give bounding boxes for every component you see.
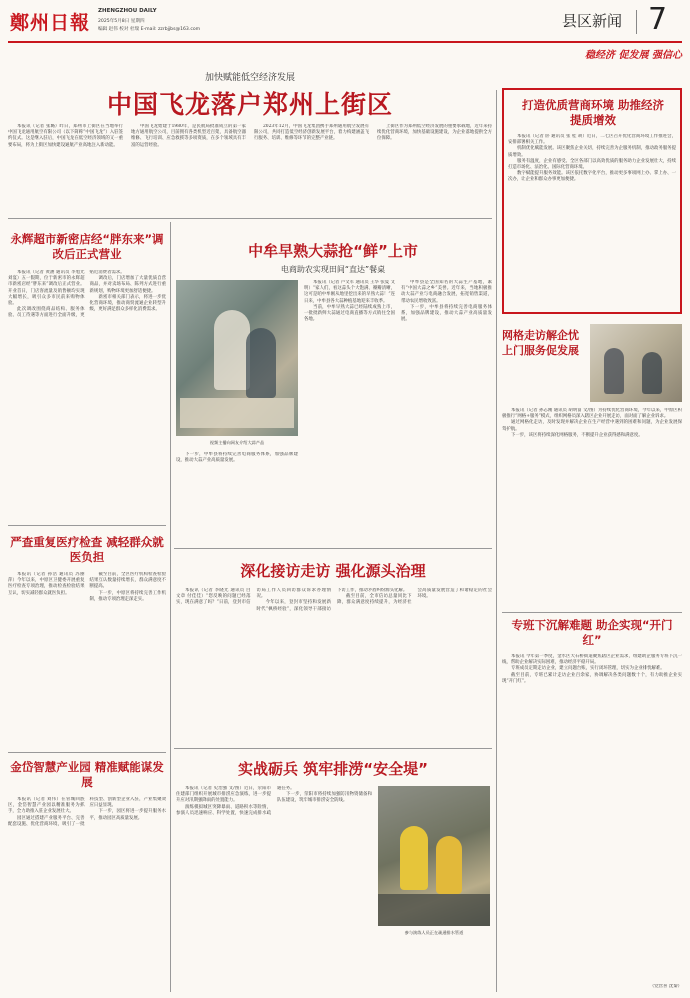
center-a2-headline: 深化接访走访 强化源头治理	[240, 562, 426, 580]
left-a1-paragraph: 此次调改围绕商品结构、服务体验、员工待遇等方面进行全面升级，更贴近消费者需求。	[8, 270, 125, 319]
section-divider	[636, 10, 637, 34]
slogan-banner: 稳经济 促发展 强信心	[585, 50, 682, 61]
right-a2-paragraph: 本报讯（记者 孙志刚 通讯员 胡明富 文/图）为持续优化营商环境，今年以来，中原区积极推行“网格+服务”模式，组织网格员深入辖区企业开展走访，面对面了解企业诉求。	[502, 408, 682, 420]
center-a1-body	[304, 280, 492, 540]
center-a3-body	[176, 786, 372, 986]
center-a1-body-lower	[176, 452, 298, 540]
masthead	[8, 4, 682, 40]
right-a3-paragraph: 专班成员定期走访企业，建立问题台账，实行闭环管理，切实为企业排忧解难。	[511, 666, 665, 672]
center-a1-headline: 中牟早熟大蒜抢“鲜”上市	[248, 242, 418, 260]
right-a2-paragraph: 下一步，该区将持续深化网格服务，不断提升企业获得感和满意度。	[511, 432, 643, 438]
right-a3-byline: （党营喜 沈秦）	[649, 984, 682, 989]
left-a3-headline: 金岱智慧产业园 精准赋能谋发展	[10, 760, 164, 789]
lead-kicker: 加快赋能低空经济发展	[204, 73, 295, 83]
lead-paragraph: 上街区作为郑州低空经济发展的重要承载地，近年来持续优化营商环境，加快基础设施建设，为企业落地提供全方位保障。	[377, 124, 492, 142]
left-a2-paragraph: 本报讯（记者 孙浩 通讯员 苏丽萍）今年以来，中原区卫健委开展重复医疗检查专项治理，推动检查检验结果互认，切实减轻群众就医负担。	[8, 572, 85, 596]
left-a1-body	[8, 270, 166, 515]
center-a3-paragraph: 下一步，荥阳市将持续加强防汛物资储备和队伍建设，筑牢城市排涝安全防线。	[277, 792, 372, 804]
lead-body	[8, 124, 492, 214]
right-a3-headline: 专班下沉解难题 助企实现“开门红”	[511, 618, 673, 647]
right-a1-paragraph: 服务有温度，企业有感受。全区各部门以高效优质的服务助力企业发展壮大，持续打造市场化、法治化、国际化营商环境。	[508, 158, 676, 171]
masthead-date: 2025年5月8日 星期四	[98, 19, 145, 24]
left-a2-body	[8, 572, 166, 740]
left-a3-paragraph: 下一步，园区将进一步提升服务水平，推动园区高质量发展。	[89, 809, 166, 821]
left-a2-headline: 严查重复医疗检查 减轻群众就医负担	[10, 535, 164, 564]
center-divider-1	[174, 548, 492, 549]
lead-paragraph: 本报讯（记者 张璐）昨日，郑州市上街区在当地举行中国飞龙通用航空有限公司（以下简称“中国飞龙”）入驻签约仪式。这是继入驻后，中国飞龙在低空经济领域的又一重要布局，将为上街区加快建设通航产业高地注入新动能。	[8, 124, 123, 148]
center-a1-paragraph: 当前，中牟早熟大蒜已经陆续成熟上市，一批批新鲜大蒜通过电商直播等方式销往全国各地。	[304, 304, 395, 323]
center-a3-paragraph: 本报讯（记者 史治强 文/图）近日，荥阳市住建部门组织开展城市排涝应急演练，进一步提升应对汛期强降雨的处置能力。	[176, 786, 271, 804]
right-a1-paragraph: 数字赋能提升服务效能。该区依托数字化平台，推动更多事项网上办、掌上办、一次办，让企业和群众办事更加便捷。	[508, 171, 676, 183]
right-a2-paragraph: 通过网格化走访，及时发现并解决企业在生产经营中遇到的困难和问题，为企业发展保驾护航。	[502, 420, 682, 432]
right-a2-photo	[590, 324, 682, 402]
center-a1-paragraph: 下一步，中牟县将持续完善电商服务体系，加强品牌建设，推动大蒜产业高质量发展。	[176, 452, 298, 464]
left-a2-paragraph: 截至目前，全区医疗机构检查检验结果互认数量持续增长，群众满意度不断提高。	[89, 572, 166, 590]
center-a2-paragraph: 本报讯（记者 李晓光 通讯员 白文章 付佳佳）“您反映的问题已经落实，现在满意了吗？”日前，登封市信访局工作人员回访群众诉求办理情况。	[176, 588, 331, 606]
center-a2-body	[176, 588, 492, 740]
photo-worker	[400, 826, 428, 890]
left-a1-paragraph: 本报讯（记者 黄涵 通讯员 李旭光 刘宴）五一假期，位于新密市的永辉超市新密店经“胖东来”调改后正式营业。开业首日，门店客流量及销售额均实现大幅增长，吸引众多市民前来购物体验。	[8, 270, 85, 307]
lead-headline: 中国飞龙落户郑州上街区	[106, 90, 393, 119]
masthead-latin-name: ZHENGZHOU DAILY	[98, 8, 157, 14]
lead-paragraph: 中国飞龙始建于1980年，是民航局批准成立的第一家地方通用航空公司，目前拥有各类机型近百架，具备航空器维修、飞行培训、应急救援等多项资质，在多个领域具有丰富的运营经验。	[131, 124, 246, 148]
center-a3-headline: 实战砺兵 筑牢排涝“安全堤”	[238, 760, 428, 778]
section-title: 县区新闻	[562, 12, 623, 30]
right-a1-paragraph: 本报讯（记者 卧 通讯员 张 桂 胡）近日，二七区召开优化营商环境工作推进会，安排部署相关工作。	[508, 134, 676, 146]
page-number: 7	[648, 2, 668, 37]
right-a1-headline: 打造优质营商环境 助推经济提质增效	[521, 98, 664, 127]
center-a2-paragraph: 今年以来，登封市坚持和发展新时代“枫桥经验”，深化领导干部接访下访工作，推动矛盾纠纷源头化解。	[256, 588, 408, 612]
lead-paragraph: 2023年12月，中国飞龙集团携手郑州通用航空发展有限公司，共同打造低空经济创新发展平台，着力构建涵盖飞行服务、培训、维修等环节的完整产业链。	[254, 124, 369, 142]
photo-worker	[436, 836, 462, 894]
left-a3-paragraph: 园区通过搭建产业服务平台、完善配套设施、优化营商环境，吸引了一批科技型、创新型企业入驻，产业集聚效应日益显现。	[8, 797, 166, 827]
center-divider-2	[174, 748, 492, 749]
left-a1-paragraph: 调改后，门店增加了大量优质自营商品，并对卖场布局、陈列方式进行重新规划，购物环境更加舒适便捷。	[89, 276, 166, 294]
right-a2-body	[502, 408, 682, 604]
left-a2-paragraph: 下一步，中原区将持续完善工作机制，推动专项治理走深走实。	[89, 590, 166, 602]
center-a1-paragraph: 本报讯（记者 卢文军 通讯员 王华 张夏 文明）“家人们，看这蒜头个大饱满、瓣瓣清晰，这可是咱中牟刚从地里挖出来的早熟大蒜！”连日来，中牟县各大蒜种植基地迎来丰收季。	[304, 280, 395, 304]
masthead-logo: 鄭州日報	[10, 12, 91, 34]
left-divider-1	[8, 525, 166, 526]
center-a3-paragraph: 演练模拟城区突降暴雨、道路积水等险情，参演人员迅速响应、科学处置，快速完成排水疏通任务。	[176, 786, 295, 816]
center-a3-caption: 参与演练人员正在疏通排水管道	[404, 930, 464, 935]
photo-figure	[604, 348, 624, 394]
right-divider-1	[502, 612, 682, 613]
center-a1-caption: 视频主播向网友介绍大蒜产品	[209, 440, 265, 445]
right-a2-headline: 网格走访解企忧 上门服务促发展	[502, 329, 579, 357]
left-a3-body	[8, 797, 166, 987]
masthead-rule	[8, 41, 682, 43]
left-column-rule	[170, 222, 171, 992]
center-a1-paragraph: 中牟县是全国知名的大蒜生产基地，素有“中国大蒜之乡”美誉。近年来，当地积极推动大蒜产业与电商融合发展，拓宽销售渠道，带动农民增收致富。	[401, 280, 492, 304]
center-column-rule	[496, 90, 497, 992]
photo-table	[180, 398, 294, 428]
left-a3-paragraph: 本报讯（记者 刘伟）在管城回族区，金岱智慧产业园以精准服务为抓手，全力助推入驻企业发展壮大。	[8, 797, 85, 815]
masthead-editor: 编辑 赵伟 校对 杜瑞 E-mail: zzrbjjbs@163.com	[98, 27, 201, 32]
center-a3-photo	[378, 786, 490, 926]
right-a3-body	[502, 654, 682, 974]
left-a1-headline: 永辉超市新密店经“胖东来”调改后正式营业	[10, 232, 164, 261]
photo-figure	[214, 310, 250, 390]
photo-road	[378, 894, 490, 926]
lead-divider	[8, 218, 492, 219]
right-a3-paragraph: 本报讯 今年第一季度，金水区大石桥街道聚焦辖区企业需求，组建助企服务专班下沉一线，帮助企业解决实际困难，推动经济平稳开局。	[502, 654, 682, 666]
photo-figure	[246, 328, 276, 398]
right-a1-paragraph: 机制优化赋能发展。该区聚焦企业关切，持续完善为企服务机制，推动政务服务提质增效。	[508, 146, 676, 158]
photo-figure	[642, 352, 662, 394]
center-a1-paragraph: 下一步，中牟县将持续完善电商服务体系，加强品牌建设，推动大蒜产业高质量发展。	[401, 304, 492, 323]
left-divider-2	[8, 752, 166, 753]
right-a1-body	[508, 134, 676, 308]
center-a2-paragraph: 截至目前，全市信访总量同比下降，群众满意度持续提升，为经济社会高质量发展营造了和谐稳定的社会环境。	[337, 588, 492, 606]
center-a1-photo	[176, 280, 298, 436]
right-a3-paragraph: 截至目前，专班已累计走访企业百余家，协调解决各类问题数十个，有力助推企业实现“开门红”。	[502, 672, 682, 684]
center-a1-kicker: 电商助农实现田间“直达”餐桌	[280, 265, 386, 274]
left-a1-paragraph: 新密市相关部门表示，将进一步优化营商环境，推动商贸流通企业转型升级，更好满足群众多样化消费需求。	[89, 294, 166, 313]
